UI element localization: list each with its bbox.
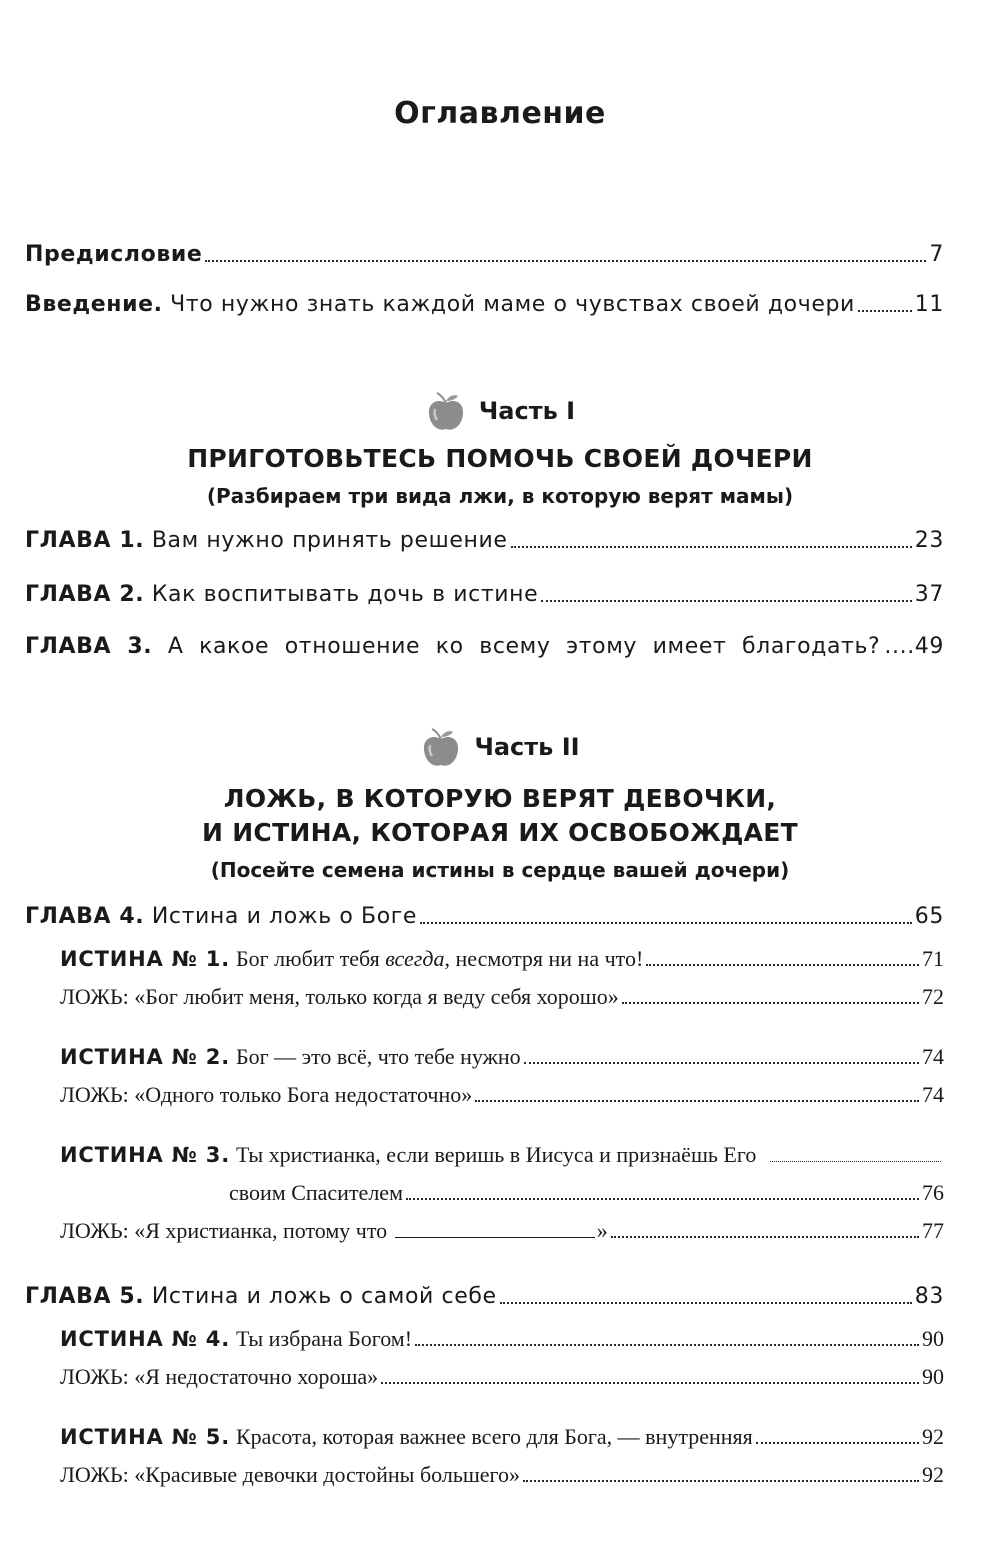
part-2-subtitle: (Посейте семена истины в сердце вашей дочери) [210, 858, 790, 882]
leader-dots [646, 964, 919, 966]
toc-entry-chapter-1[interactable] [0, 520, 1000, 556]
toc-entry-label: ИСТИНА № 1. [60, 947, 230, 971]
toc-page-number: 77 [922, 1218, 944, 1243]
toc-entry-text: ЛОЖЬ: «Красивые девочки достойны большего» [60, 1462, 521, 1487]
toc-entry-label: ИСТИНА № 5. [60, 1425, 230, 1449]
toc-entry-text: Истина и ложь о самой себе [144, 1284, 497, 1309]
toc-page-number: 72 [922, 984, 944, 1009]
toc-entry-text: ЛОЖЬ: «Я христианка, потому что [60, 1218, 393, 1243]
toc-entry-truth-1[interactable] [0, 938, 1000, 974]
leader-dots [420, 922, 912, 924]
toc-entry-emphasis: всегда [385, 946, 445, 971]
toc-entry-text: Бог любит тебя [236, 946, 386, 971]
leader-dots [511, 546, 912, 548]
toc-entry-lie-1[interactable] [0, 976, 1000, 1012]
toc-entry-text: Как воспитывать дочь в истине [144, 582, 539, 607]
toc-page-number: 37 [914, 582, 944, 607]
toc-entry-text: Истина и ложь о Боге [144, 904, 418, 929]
toc-page-number: 92 [922, 1424, 944, 1449]
part-label: Часть II [474, 733, 580, 761]
leader-dots [611, 1236, 919, 1238]
leader-dots [381, 1382, 919, 1384]
toc-page-number: 90 [922, 1326, 944, 1351]
toc-page-number: 11 [914, 292, 944, 317]
toc-entry-text: Ты христианка, если веришь в Иисуса и признаёшь Его [236, 1142, 757, 1167]
leader-dots [858, 310, 912, 312]
apple-icon [420, 725, 462, 769]
leader-dots [622, 1002, 919, 1004]
toc-entry-truth-5[interactable] [0, 1416, 1000, 1452]
toc-entry-text: своим Спасителем [229, 1180, 403, 1205]
toc-entry-text: Красота, которая важнее всего для Бога, — внутренняя [236, 1424, 753, 1449]
toc-entry-text: Ты избрана Богом! [236, 1326, 413, 1351]
toc-entry-text: Вам нужно принять решение [144, 528, 508, 553]
toc-entry-label: Введение. [25, 292, 163, 317]
toc-entry-text: Бог — это всё, что тебе нужно [236, 1044, 521, 1069]
toc-entry-label: ГЛАВА 1. [25, 528, 145, 553]
part-2-title-line-2: И ИСТИНА, КОТОРАЯ ИХ ОСВОБОЖДАЕТ [201, 818, 799, 847]
leader-dots [415, 1344, 919, 1346]
toc-page-number: 7 [929, 242, 944, 267]
toc-entry-label: ГЛАВА 5. [25, 1284, 145, 1309]
toc-entry-truth-2[interactable] [0, 1036, 1000, 1072]
leader-dots [770, 1161, 941, 1162]
toc-page-number: 76 [922, 1180, 944, 1205]
toc-entry-truth-3-continued[interactable] [0, 1172, 1000, 1208]
leader-dots [475, 1100, 919, 1102]
toc-entry-lie-5[interactable] [0, 1454, 1000, 1490]
toc-entry-label: ИСТИНА № 4. [60, 1327, 230, 1351]
toc-entry-lie-3[interactable] [0, 1210, 1000, 1246]
toc-entry-chapter-5[interactable] [0, 1276, 1000, 1312]
leader-dots [524, 1062, 919, 1064]
toc-page-number: 83 [914, 1284, 944, 1309]
apple-icon [425, 389, 467, 433]
page-title: Оглавление [394, 96, 606, 131]
toc-entry-text: А какое отношение ко всему этому имеет благодать? [152, 634, 881, 659]
toc-entry-label: ГЛАВА 4. [25, 904, 145, 929]
part-2-title-line-1: ЛОЖЬ, В КОТОРУЮ ВЕРЯТ ДЕВОЧКИ, [223, 784, 777, 813]
part-1-heading [0, 386, 1000, 436]
toc-page-number: 71 [922, 946, 944, 971]
toc-entry-chapter-2[interactable] [0, 574, 1000, 610]
toc-entry-chapter-4[interactable] [0, 896, 1000, 932]
part-1-subtitle: (Разбираем три вида лжи, в которую верят мамы) [206, 484, 794, 508]
toc-page-number: 74 [922, 1082, 944, 1107]
toc-page-number: 23 [914, 528, 944, 553]
toc-entry-text: ЛОЖЬ: «Одного только Бога недостаточно» [60, 1082, 473, 1107]
toc-entry-chapter-3[interactable] [0, 626, 1000, 662]
leader-dots [756, 1442, 919, 1444]
toc-entry-label: ИСТИНА № 3. [60, 1143, 230, 1167]
toc-entry-text: ЛОЖЬ: «Бог любит меня, только когда я веду себя хорошо» [60, 984, 619, 1009]
part-2-heading [0, 722, 1000, 772]
part-label: Часть I [478, 397, 576, 425]
toc-page-number: 74 [922, 1044, 944, 1069]
toc-entry-label: ГЛАВА 3. [25, 634, 153, 659]
fill-in-blank [395, 1215, 595, 1238]
toc-entry-label: ГЛАВА 2. [25, 582, 145, 607]
toc-entry-truth-3[interactable] [0, 1134, 1000, 1170]
toc-entry-introduction[interactable] [0, 284, 1000, 320]
leader-dots [406, 1198, 919, 1200]
toc-entry-text: » [596, 1218, 608, 1243]
toc-page-number: ....49 [884, 634, 944, 659]
toc-page-number: 65 [914, 904, 944, 929]
toc-page-number: 90 [922, 1364, 944, 1389]
toc-entry-label: ИСТИНА № 2. [60, 1045, 230, 1069]
part-1-title: ПРИГОТОВЬТЕСЬ ПОМОЧЬ СВОЕЙ ДОЧЕРИ [187, 444, 813, 473]
toc-entry-label: Предисловие [25, 242, 203, 267]
leader-dots [500, 1302, 912, 1304]
toc-page-number: 92 [922, 1462, 944, 1487]
toc-entry-preface[interactable] [0, 234, 1000, 270]
toc-entry-lie-4[interactable] [0, 1356, 1000, 1392]
toc-entry-text: Что нужно знать каждой маме о чувствах своей дочери [162, 292, 855, 317]
leader-dots [205, 260, 926, 262]
toc-entry-text: , несмотря ни на что! [444, 946, 644, 971]
toc-entry-text: ЛОЖЬ: «Я недостаточно хороша» [60, 1364, 379, 1389]
toc-entry-lie-2[interactable] [0, 1074, 1000, 1110]
toc-entry-truth-4[interactable] [0, 1318, 1000, 1354]
leader-dots [541, 600, 912, 602]
leader-dots [523, 1480, 919, 1482]
